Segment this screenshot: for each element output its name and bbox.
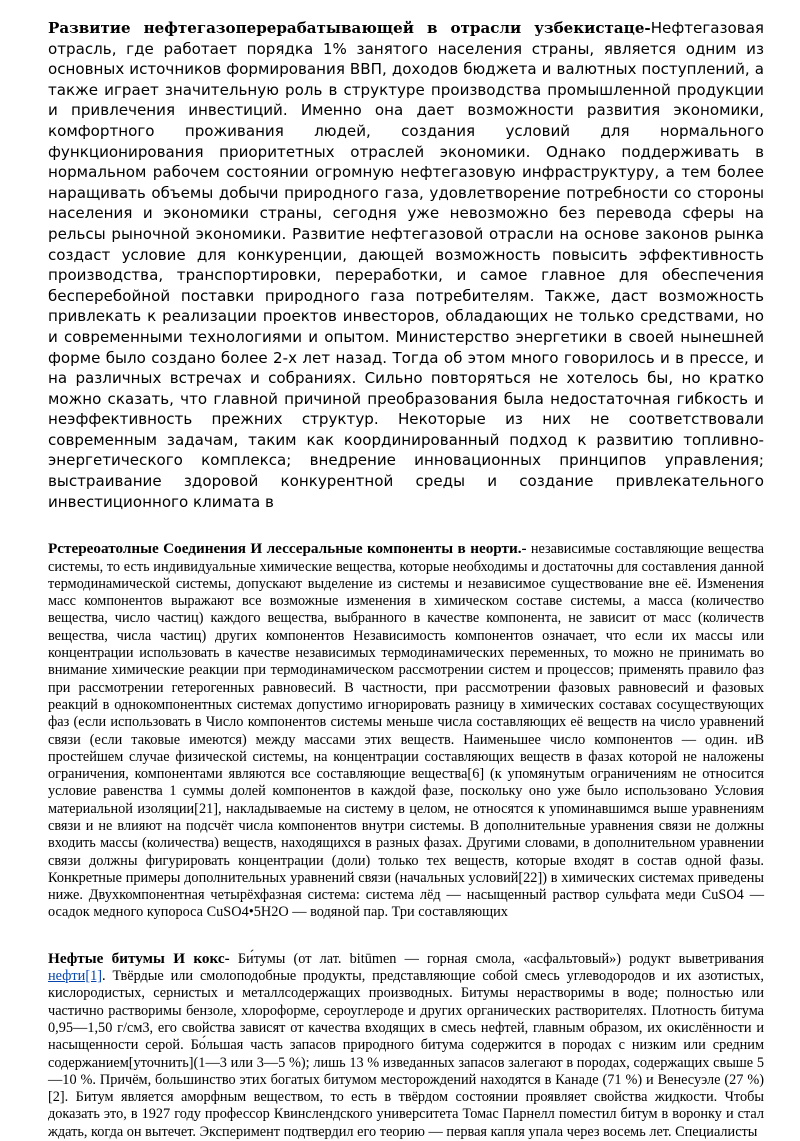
document-page [48,18,764,1141]
section-body-start: Би́тумы (от лат. bitūmen — горная смола, «асфальтовый») родукт выветривания [237,950,764,967]
section-body: Нефтегазовая отрасль, где работает порядка 1% занятого населения страны, является одним из основных источников формирования ВВП, доходов бюджета и валютных поступлений, а также играет значительную роль в структуре производства промышленной продукции и привлечения инвестиций. Именно она дает возможности развития экономики, комфортного проживания людей, создания условий для нормального функционирования приоритетных отраслей экономики. Однако поддерживать в нормальном рабочем состоянии огромную нефтегазовую инфраструктуру, а тем более наращивать объемы добычи природного газа, удовлетворение потребности со стороны населения и экономики страны, сегодня уже невозможно без перевода сферы на рельсы рыночной экономики. Развитие нефтегазовой отрасли на основе законов рынка создаст условие для конкуренции, дающей возможность повысить эффективность производства, транспортировки, переработки, и самое главное для обеспечения бесперебойной поставки природного газа потребителям. Также, даст возможность привлекать к реализации проектов инвесторов, обладающих не только средствами, но и современными технологиями и опытом. Министерство энергетики в своей нынешней форме было создано более 2-х лет назад. Тогда об этом много говорилось и в прессе, и на различных встречах и собраниях. Сильно повторяться не хотелось бы, но кратко можно сказать, что главной причиной преобразования была недостаточная гибкость и неэффективность прежних структур. Некоторые из них не соответствовали современным задачам, таким как координированный подход к развитию топливно-энергетического комплекса; внедрение инновационных принципов управления; выстраивание здоровой конкурентной среды и создание привлекательного инвестиционного климата в [48,19,764,511]
section-heading: Развитие нефтегазоперерабатывающей в отрасли узбекистаце- [48,19,651,37]
section-heading: Нефтые битумы И кокс- [48,949,230,967]
section-components [48,540,764,922]
oil-link[interactable]: нефти[1] [48,968,103,985]
section-oil-gas-refining [48,18,764,512]
section-heading: Рстереоатолные Соединения И лессеральные компоненты в неорти.- [48,540,527,558]
section-body-end: . Твёрдые или смолоподобные продукты, представляющие собой смесь углеводородов и их азотистых, кислородистых, сернистых и металлсодержащих производных. Битумы нерастворимы в воде; полностью или частично растворимы бензоле, хлороформе, сероуглероде и других органических растворителях. Плотность битума 0,95—1,50 г/см3, его свойства зависят от качества входящих в смесь нефтей, главным образом, их окислённости и насыщенности серой. Бо́льшая часть запасов природного битума содержится в породах с низким или средним содержанием[уточнить](1—3 или 3—5 %); лишь 13 % изведанных запасов залегают в породах, содержащих свыше 5—10 %. Причём, большинство этих богатых битумом месторождений находятся в Канаде (71 %) и Венесуэле (27 %)[2]. Битум является аморфным веществом, то есть в твёрдом состоянии проявляет свойства жидкости. Чтобы доказать это, в 1927 году профессор Квинслендского университета Томас Парнелл поместил битум в воронку и стал ждать, когда он вытечет. Эксперимент подтвердил его теорию — первая капля упала через восемь лет. Специалисты [48,968,764,1140]
section-bitumen [48,950,764,1141]
section-body: независимые составляющие вещества системы, то есть индивидуальные химические вещества, которые необходимы и достаточны для составления данной термодинамической системы, допускают выделение из системы и независимое существование вне её. Изменения масс компонентов выражают все возможные изменения в химическом составе системы, а масса (количество вещества, число частиц) каждого вещества, выбранного в качестве компонента, не зависит от масс (количеств вещества, числа частиц) других компонентов Независимость компонентов означает, что если их массы или концентрации использовать в качестве независимых термодинамических переменных, то можно не принимать во внимание химические реакции при термодинамическом рассмотрении систем и процессов; применять правило фаз при рассмотрении гетерогенных равновесий. В частности, при рассмотрении фазовых равновесий и фазовых реакций в однокомпонентных системах допустимо игнорировать разницу в химических составах сосуществующих фаз (если использовать в Число компонентов системы меньше числа составляющих её веществ на число уравнений связи (если таковые имеются) между массами этих веществ. Наименьшее число компонентов — один. иВ простейшем случае физической системы, на концентрации составляющих веществ в фазах которой не наложены ограничения, компонентами являются все составляющие вещества[6] (к упомянутым ограничениям не относится условие равенства 1 суммы долей компонентов в каждой фазе, поскольку оно уже было использовано Условия материальной изоляции[21], накладываемые на систему в целом, не относятся к упоминавшимся выше уравнениям связи и не влияют на подсчёт числа компонентов внутри системы. В дополнительные уравнения связи не должны входить массы (количества) веществ, находящихся в разных фазах. Другими словами, в дополнительном уравнении связи должны фигурировать концентрации (доли) только тех веществ, которые входят в состав одной фазы. Конкретные примеры дополнительных уравнений связи (начальных условий[22]) в химических системах приведены ниже. Двухкомпонентная четырёхфазная система: система лёд — насыщенный раствор сульфата меди CuSO4 — осадок медного купороса CuSO4•5H2O — водяной пар. Три составляющих [48,541,764,921]
